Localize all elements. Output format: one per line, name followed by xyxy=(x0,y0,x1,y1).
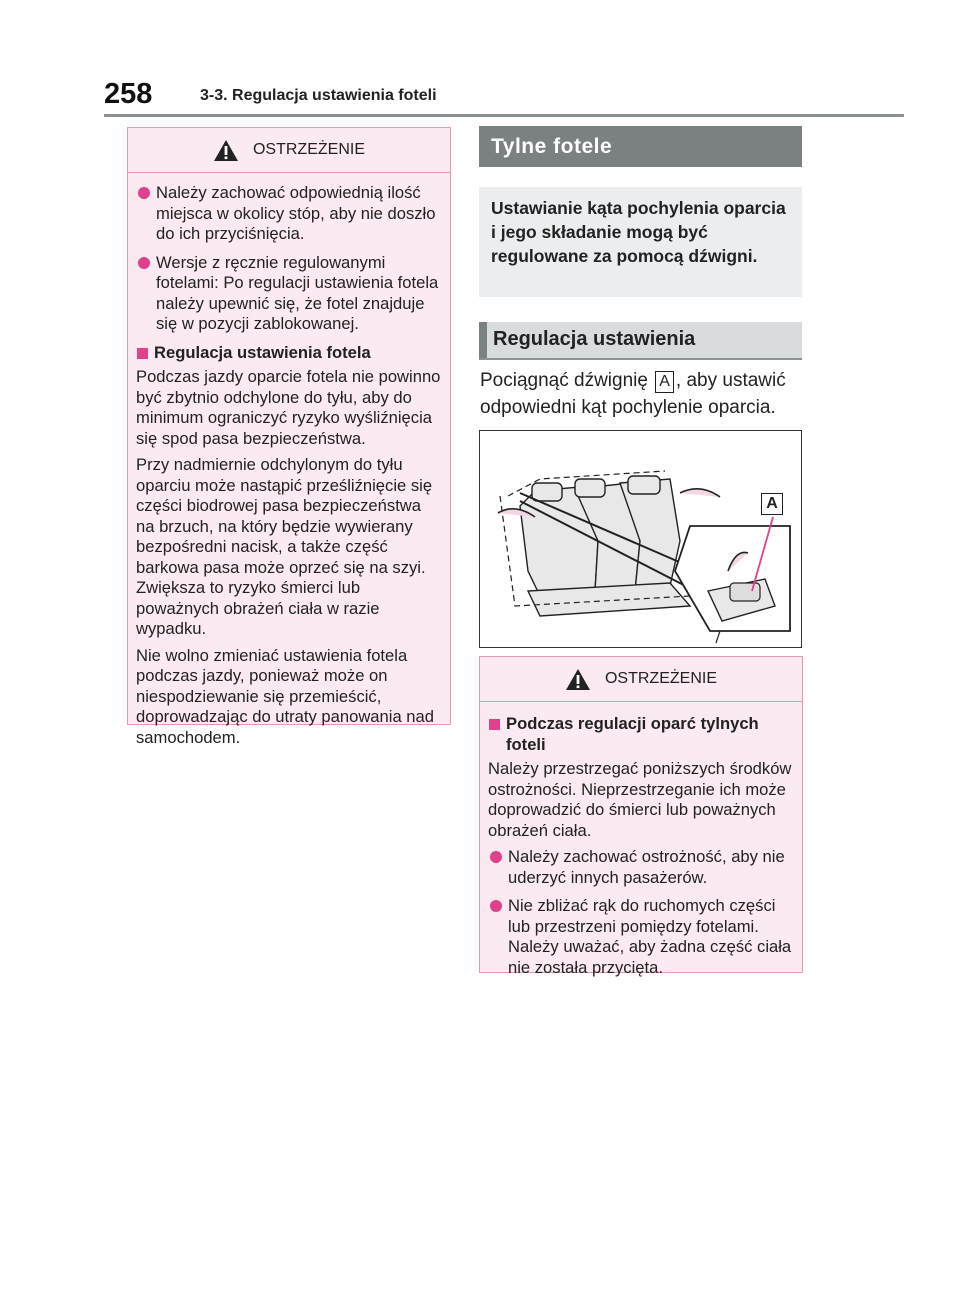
header-rule xyxy=(104,114,904,117)
figure-label-a: A xyxy=(761,493,783,515)
warning-header xyxy=(480,657,802,702)
lever-key-label: A xyxy=(655,371,674,393)
warning-paragraph: Podczas jazdy oparcie fotela nie powinno być zbytnio odchylone do tyłu, aby do minimum ograniczyć ryzyko wyśliźnięcia się spod pasa bezpieczeństwa. xyxy=(136,367,441,448)
warning-body xyxy=(128,173,450,762)
bullet-dot-icon xyxy=(138,257,150,269)
page-number: 258 xyxy=(104,78,153,110)
warning-paragraph: Przy nadmiernie odchylonym do tyłu oparciu może nastąpić prześliźnięcie się części biodrowej pasa bezpieczeństwa na brzuch, na który będzie wywierany bezpośredni nacisk, a także część barkowa pasa może oprzeć się na szyi. Zwiększa to ryzyko śmierci lub poważnych obrażeń ciała w razie wypadku. xyxy=(136,455,433,638)
warning-triangle-icon xyxy=(565,668,591,691)
subsection-label: Regulacja ustawienia xyxy=(493,328,696,350)
square-bullet-icon xyxy=(137,348,148,359)
warning-title: OSTRZEŻENIE xyxy=(252,141,365,158)
warning-triangle-icon xyxy=(213,139,239,162)
rear-seats-intro: Ustawianie kąta pochylenia oparcia i jego składanie mogą być regulowane za pomocą dźwigni. xyxy=(479,187,802,297)
instruction-text: Pociągnąć dźwignię A , aby ustawić odpowiedni kąt pochylenie oparcia. xyxy=(480,370,786,418)
bullet-dot-icon xyxy=(490,900,502,912)
warning-box-right xyxy=(479,656,803,977)
warning-paragraph: Nie wolno zmieniać ustawienia fotela podczas jazdy, ponieważ może on niespodziewanie się przemieścić, doprowadzając do utraty panowania nad samochodem. xyxy=(136,645,434,747)
warning-header xyxy=(128,128,450,173)
bullet-dot-icon xyxy=(490,851,502,863)
bullet-dot-icon xyxy=(138,187,150,199)
subsection-title xyxy=(479,322,802,360)
warning-bullet: Wersje z ręcznie regulowanymi fotelami: Po regulacji ustawienia fotela należy upewnić się, że fotel znajduje się w pozycji zablokowanej. xyxy=(136,253,442,335)
warning-box-left xyxy=(127,127,451,747)
warning-bullet: Należy zachować odpowiednią ilość miejsca w okolicy stóp, aby nie doszło do ich przyciśnięcia. xyxy=(136,183,442,245)
warning-paragraph: Należy przestrzegać poniższych środków ostrożności. Nieprzestrzeganie ich może doprowadzić do śmierci lub poważnych obrażeń ciała. xyxy=(488,759,792,840)
warning-bullet: Należy zachować ostrożność, aby nie uderzyć innych pasażerów. xyxy=(488,847,794,888)
square-bullet-icon xyxy=(489,719,500,730)
warning-subhead: Regulacja ustawienia fotela xyxy=(136,343,442,364)
warning-title: OSTRZEŻENIE xyxy=(604,670,717,687)
warning-subhead: Podczas regulacji oparć tylnych foteli xyxy=(488,714,794,755)
rear-seat-illustration xyxy=(479,430,802,648)
warning-bullet: Nie zbliżać rąk do ruchomych części lub przestrzeni pomiędzy fotelami. Należy uważać, aby żadna część ciała nie została przycięta. xyxy=(488,896,794,978)
subsection-bar xyxy=(479,322,487,358)
rear-seats-title: Tylne fotele xyxy=(479,126,802,167)
section-title: 3-3. Regulacja ustawienia foteli xyxy=(200,87,437,104)
rear-seat-drawing xyxy=(480,431,801,647)
warning-body xyxy=(480,702,802,994)
